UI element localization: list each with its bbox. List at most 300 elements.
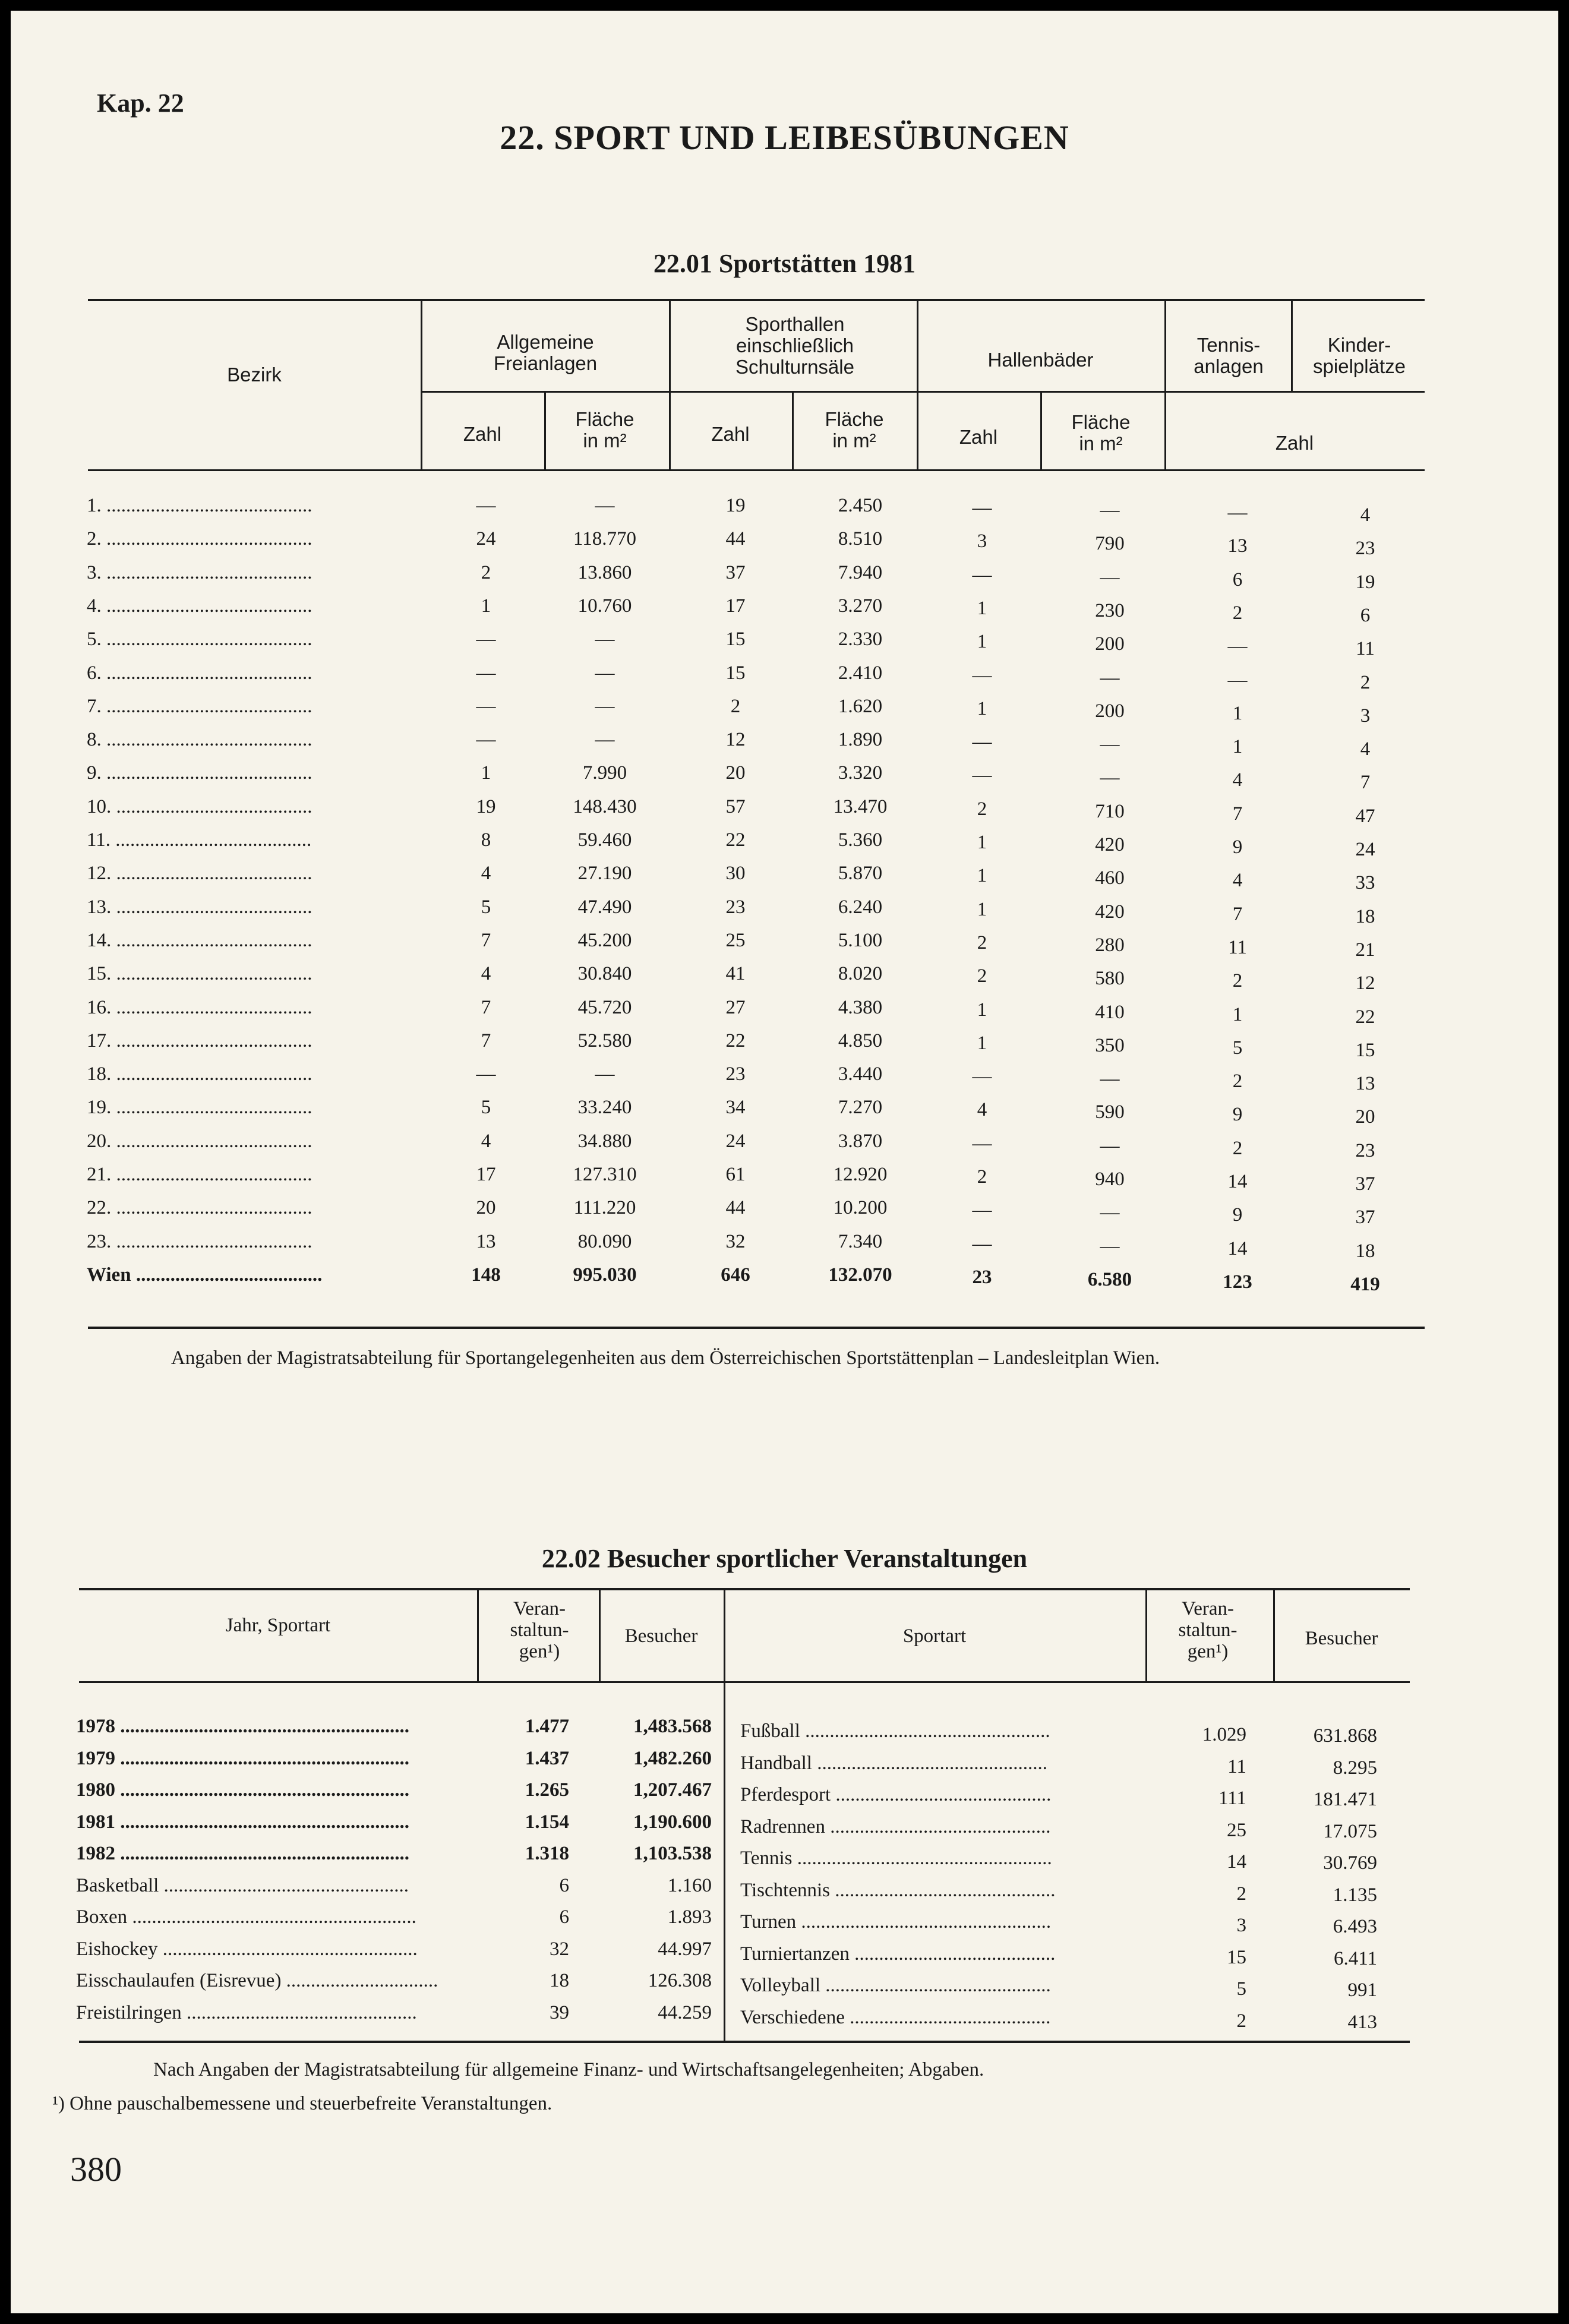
row-label: 9. ..........................................: [87, 762, 312, 784]
cell: 59.460: [577, 829, 632, 851]
cell: 45.720: [577, 996, 632, 1018]
veranstaltungen-cell: 5: [1236, 1978, 1246, 2000]
table-row: [11, 930, 1558, 963]
cell: 12: [725, 729, 746, 751]
row-label: 10. ........................................: [87, 795, 312, 817]
cell: 6.580: [1087, 1268, 1132, 1290]
table-row: [11, 1843, 1558, 1874]
cell: 2.450: [838, 495, 883, 516]
besucher-cell: 1,207.467: [633, 1779, 712, 1801]
cell: 15: [1355, 1039, 1375, 1061]
table-row: [11, 1264, 1558, 1297]
row-label: Wien ......................................: [87, 1264, 323, 1286]
cell: 4: [1232, 769, 1243, 791]
cell: 37: [1355, 1173, 1375, 1195]
cell: 5.870: [838, 863, 883, 885]
table-row: [11, 595, 1558, 629]
table2-title: 22.02 Besucher sportlicher Veranstaltungen: [541, 1544, 1028, 1573]
header-flaeche-3: Fläche in m²: [1071, 411, 1131, 454]
cell: 25: [725, 929, 746, 951]
table-row: [11, 1970, 1558, 2001]
besucher-cell: 6.411: [1333, 1947, 1377, 1969]
row-label: 19. ........................................: [87, 1097, 312, 1119]
row-label: 5. ..........................................: [87, 629, 312, 651]
cell: 4: [1360, 738, 1371, 760]
cell: 1: [1232, 736, 1243, 758]
row-label: Volleyball ..............................................: [740, 1975, 1051, 1996]
cell: —: [1227, 502, 1248, 523]
cell: 52.580: [577, 1030, 632, 1052]
cell: —: [1100, 566, 1120, 588]
besucher-cell: 1,190.600: [633, 1811, 712, 1833]
table-row: [11, 896, 1558, 930]
veranstaltungen-cell: 2: [1236, 2010, 1246, 2032]
cell: 1: [977, 865, 987, 887]
cell: 37: [1355, 1207, 1375, 1229]
cell: 44: [725, 1197, 746, 1219]
cell: 7: [481, 1030, 491, 1052]
cell: 22: [725, 829, 746, 851]
cell: 7.270: [838, 1097, 883, 1119]
table-row: [11, 495, 1558, 528]
cell: 10.200: [833, 1197, 888, 1219]
document-page: [11, 11, 1558, 2313]
veranstaltungen-cell: 39: [550, 2001, 569, 2023]
veranstaltungen-cell: 14: [1227, 1851, 1246, 1873]
cell: 590: [1095, 1101, 1125, 1123]
besucher-cell: 6.493: [1333, 1916, 1377, 1937]
cell: 9: [1232, 1104, 1243, 1126]
cell: 19: [725, 495, 746, 516]
cell: 4.850: [838, 1030, 883, 1052]
besucher-cell: 8.295: [1333, 1757, 1377, 1779]
cell: 18: [1355, 905, 1375, 927]
row-label: 13. ........................................: [87, 896, 312, 918]
table-row: [11, 1197, 1558, 1230]
cell: 2: [730, 695, 741, 717]
table-row: [11, 1097, 1558, 1130]
cell: 30.840: [577, 963, 632, 985]
veranstaltungen-cell: 1.265: [525, 1779, 569, 1801]
cell: 646: [721, 1264, 750, 1286]
cell: 34: [725, 1097, 746, 1119]
row-label: 1981 ...........................................................: [76, 1811, 409, 1833]
header-tennis: Tennis-anlagen: [1194, 334, 1264, 377]
cell: 47: [1355, 805, 1375, 827]
cell: 41: [725, 963, 746, 985]
table-row: [11, 863, 1558, 896]
table-row: [11, 696, 1558, 729]
cell: 1: [481, 595, 491, 617]
veranstaltungen-cell: 1.029: [1202, 1724, 1246, 1745]
cell: 13.470: [833, 795, 888, 817]
header-flaeche-1: Fläche in m²: [575, 408, 634, 451]
veranstaltungen-cell: 6: [559, 1906, 569, 1928]
cell: 18: [1355, 1240, 1375, 1262]
row-label: 12. ........................................: [87, 863, 312, 885]
veranstaltungen-cell: 1.154: [525, 1811, 569, 1833]
cell: 8.510: [838, 528, 883, 550]
cell: 24: [725, 1130, 746, 1152]
cell: 11: [1356, 638, 1375, 660]
cell: 420: [1095, 901, 1125, 923]
cell: 127.310: [573, 1164, 637, 1185]
table-row: [11, 1131, 1558, 1164]
cell: 2: [1232, 602, 1243, 624]
cell: 4: [481, 863, 491, 885]
veranstaltungen-cell: 18: [550, 1970, 569, 1991]
cell: 19: [476, 795, 496, 817]
cell: 790: [1095, 533, 1125, 555]
cell: 3.270: [838, 595, 883, 617]
cell: 20: [476, 1197, 496, 1219]
cell: 1: [977, 631, 987, 653]
row-label: 3. ..........................................: [87, 561, 312, 583]
row-label: 14. ........................................: [87, 929, 312, 951]
cell: —: [595, 729, 615, 751]
cell: 3.320: [838, 762, 883, 784]
besucher-cell: 44.997: [658, 1938, 712, 1960]
cell: 30: [725, 863, 746, 885]
cell: 350: [1095, 1034, 1125, 1056]
veranstaltungen-cell: 25: [1227, 1819, 1246, 1841]
cell: 80.090: [577, 1230, 632, 1252]
cell: 34.880: [577, 1130, 632, 1152]
table-row: [11, 528, 1558, 561]
besucher-cell: 17.075: [1323, 1820, 1377, 1842]
cell: —: [1100, 767, 1120, 789]
header-besucher-2: Besucher: [1305, 1628, 1378, 1649]
cell: 5: [1232, 1037, 1243, 1059]
cell: 8.020: [838, 963, 883, 985]
cell: 7.340: [838, 1230, 883, 1252]
cell: —: [595, 662, 615, 684]
row-label: 20. ........................................: [87, 1130, 312, 1152]
cell: 132.070: [828, 1264, 892, 1286]
veranstaltungen-cell: 1.477: [525, 1716, 569, 1737]
cell: 419: [1350, 1273, 1380, 1295]
table-row: [11, 963, 1558, 996]
cell: —: [476, 662, 496, 684]
cell: —: [1100, 1135, 1120, 1157]
cell: 2: [1232, 970, 1243, 992]
header-zahl-3: Zahl: [959, 426, 998, 448]
header-zahl-1: Zahl: [463, 423, 502, 445]
table-row: [11, 997, 1558, 1030]
cell: —: [476, 729, 496, 751]
cell: 24: [1355, 839, 1375, 860]
cell: 1: [977, 697, 987, 719]
cell: 23: [725, 1063, 746, 1085]
cell: —: [595, 629, 615, 651]
page-number: 380: [70, 2150, 122, 2189]
header-besucher-1: Besucher: [624, 1625, 698, 1647]
cell: 7.990: [582, 762, 627, 784]
cell: 5: [481, 896, 491, 918]
cell: —: [595, 1063, 615, 1085]
row-label: 1982 ...........................................................: [76, 1843, 409, 1864]
row-label: Radrennen .............................................: [740, 1815, 1051, 1837]
cell: —: [1100, 1202, 1120, 1224]
table-row: [11, 1716, 1558, 1747]
cell: 20: [1355, 1106, 1375, 1128]
cell: 200: [1095, 700, 1125, 722]
cell: —: [972, 731, 992, 753]
cell: 13: [476, 1230, 496, 1252]
cell: 37: [725, 561, 746, 583]
header-bezirk: Bezirk: [227, 364, 282, 386]
cell: —: [595, 495, 615, 516]
besucher-cell: 1,483.568: [633, 1716, 712, 1737]
row-label: Tischtennis .............................................: [740, 1879, 1056, 1901]
cell: —: [476, 629, 496, 651]
cell: 1: [977, 597, 987, 619]
cell: 9: [1232, 836, 1243, 858]
cell: 3: [977, 531, 987, 552]
cell: 4: [1232, 870, 1243, 892]
cell: 1.620: [838, 695, 883, 717]
row-label: 7. ..........................................: [87, 695, 312, 717]
cell: 2: [1232, 1071, 1243, 1092]
besucher-cell: 30.769: [1323, 1852, 1377, 1874]
cell: —: [476, 695, 496, 717]
cell: —: [476, 495, 496, 516]
cell: 5.360: [838, 829, 883, 851]
cell: 7.940: [838, 561, 883, 583]
cell: 47.490: [577, 896, 632, 918]
veranstaltungen-cell: 32: [550, 1938, 569, 1960]
table-row: [11, 562, 1558, 595]
cell: 5.100: [838, 929, 883, 951]
cell: 2: [481, 561, 491, 583]
cell: 1: [977, 832, 987, 853]
page-title: 22. SPORT UND LEIBESÜBUNGEN: [500, 118, 1069, 157]
table-row: [11, 1231, 1558, 1264]
cell: 230: [1095, 599, 1125, 621]
cell: 6: [1232, 569, 1243, 591]
cell: 11: [1228, 936, 1247, 958]
cell: 15: [725, 662, 746, 684]
cell: 148: [471, 1264, 501, 1286]
cell: 7: [1232, 903, 1243, 925]
row-label: Freistilringen ...............................................: [76, 2001, 417, 2023]
table2-source: Nach Angaben der Magistratsabteilung für allgemeine Finanz- und Wirtschaftsangelegenheiten; Abgaben.: [153, 2059, 984, 2080]
cell: 61: [725, 1164, 746, 1185]
header-zahl-4: Zahl: [1275, 432, 1314, 454]
cell: 10.760: [577, 595, 632, 617]
cell: 8: [481, 829, 491, 851]
row-label: Boxen ..........................................................: [76, 1906, 416, 1928]
cell: 19: [1355, 571, 1375, 593]
table-row: [11, 1063, 1558, 1097]
cell: 7: [1360, 772, 1371, 794]
row-label: 2. ..........................................: [87, 528, 312, 550]
cell: 2: [1232, 1137, 1243, 1159]
cell: —: [1100, 500, 1120, 521]
header-freianlagen: Allgemeine Freianlagen: [493, 331, 598, 374]
besucher-cell: 413: [1347, 2011, 1377, 2033]
header-veranstaltungen-1: Veran-staltun-gen¹): [510, 1598, 569, 1662]
cell: 12: [1355, 972, 1375, 994]
cell: 420: [1095, 834, 1125, 855]
table1-title: 22.01 Sportstätten 1981: [653, 249, 916, 278]
cell: 33.240: [577, 1097, 632, 1119]
row-label: 18. ........................................: [87, 1063, 312, 1085]
cell: 460: [1095, 867, 1125, 889]
row-label: 21. ........................................: [87, 1164, 312, 1185]
cell: 13.860: [577, 561, 632, 583]
cell: 27: [725, 996, 746, 1018]
veranstaltungen-cell: 2: [1236, 1883, 1246, 1905]
cell: 23: [1355, 1139, 1375, 1161]
row-label: Fußball ..................................................: [740, 1720, 1050, 1742]
header-sporthallen: Sporthallen einschließlich Schulturnsäle: [735, 313, 854, 378]
cell: 12.920: [833, 1164, 888, 1185]
cell: 23: [725, 896, 746, 918]
cell: 4: [481, 963, 491, 985]
table-row: [11, 1811, 1558, 1843]
cell: 580: [1095, 968, 1125, 990]
besucher-cell: 1.893: [667, 1906, 712, 1928]
row-label: Basketball ..................................................: [76, 1874, 409, 1896]
cell: 940: [1095, 1169, 1125, 1190]
cell: —: [972, 1199, 992, 1221]
row-label: 15. ........................................: [87, 963, 312, 985]
row-label: Turniertanzen .........................................: [740, 1943, 1056, 1965]
table-row: [11, 1779, 1558, 1811]
cell: 2.410: [838, 662, 883, 684]
cell: 1: [977, 1032, 987, 1054]
veranstaltungen-cell: 111: [1218, 1788, 1246, 1809]
cell: 2: [977, 798, 987, 820]
cell: 6.240: [838, 896, 883, 918]
cell: 7: [1232, 803, 1243, 825]
cell: 2.330: [838, 629, 883, 651]
cell: —: [476, 1063, 496, 1085]
cell: —: [972, 1066, 992, 1088]
cell: 118.770: [573, 528, 637, 550]
row-label: 23. ........................................: [87, 1230, 312, 1252]
cell: 3: [1360, 705, 1371, 727]
besucher-cell: 126.308: [648, 1970, 712, 1991]
table-row: [11, 1875, 1558, 1906]
cell: 20: [725, 762, 746, 784]
cell: 4: [1360, 504, 1371, 526]
cell: 1.890: [838, 729, 883, 751]
table-row: [11, 1030, 1558, 1063]
cell: 1: [977, 898, 987, 920]
cell: —: [1100, 667, 1120, 689]
cell: 4: [977, 1099, 987, 1121]
cell: —: [972, 1233, 992, 1255]
cell: 995.030: [573, 1264, 637, 1286]
cell: —: [595, 695, 615, 717]
besucher-cell: 1,482.260: [633, 1747, 712, 1769]
table-row: [11, 1748, 1558, 1779]
veranstaltungen-cell: 1.318: [525, 1843, 569, 1864]
cell: 44: [725, 528, 746, 550]
cell: —: [972, 497, 992, 519]
besucher-cell: 1,103.538: [633, 1843, 712, 1864]
cell: 1: [977, 999, 987, 1021]
cell: 13: [1355, 1073, 1375, 1095]
row-label: 1979 ...........................................................: [76, 1747, 409, 1769]
cell: 2: [977, 932, 987, 953]
cell: —: [972, 1132, 992, 1154]
cell: 23: [972, 1266, 992, 1288]
cell: —: [972, 564, 992, 586]
row-label: Pferdesport ............................................: [740, 1784, 1052, 1805]
cell: 17: [725, 595, 746, 617]
cell: 2: [977, 965, 987, 987]
cell: 280: [1095, 934, 1125, 956]
row-label: Tennis ....................................................: [740, 1848, 1052, 1869]
cell: —: [1227, 669, 1248, 691]
row-label: 17. ........................................: [87, 1030, 312, 1052]
header-veranstaltungen-2: Veran-staltun-gen¹): [1178, 1598, 1237, 1662]
veranstaltungen-cell: 15: [1227, 1946, 1246, 1968]
row-label: Verschiedene .........................................: [740, 2006, 1051, 2028]
header-jahr-sportart: Jahr, Sportart: [225, 1615, 331, 1636]
besucher-cell: 181.471: [1313, 1789, 1377, 1810]
table-row: [11, 796, 1558, 829]
row-label: 1978 ...........................................................: [76, 1716, 409, 1737]
besucher-cell: 1.160: [667, 1874, 712, 1896]
table-row: [11, 1906, 1558, 1938]
table-row: [11, 629, 1558, 662]
cell: 2: [977, 1166, 987, 1188]
cell: —: [1100, 1068, 1120, 1090]
cell: —: [1100, 734, 1120, 756]
table-row: [11, 2002, 1558, 2034]
row-label: 22. ........................................: [87, 1197, 312, 1219]
cell: 9: [1232, 1204, 1243, 1226]
row-label: 1. ..........................................: [87, 495, 312, 516]
table2-footnote: ¹) Ohne pauschalbemessene und steuerbefreite Veranstaltungen.: [52, 2093, 553, 2114]
cell: 1: [1232, 1003, 1243, 1025]
table-row: [11, 1938, 1558, 1970]
veranstaltungen-cell: 11: [1227, 1755, 1246, 1777]
cell: 24: [476, 528, 496, 550]
row-label: 8. ..........................................: [87, 729, 312, 751]
cell: 5: [481, 1097, 491, 1119]
row-label: Handball ...............................................: [740, 1752, 1047, 1774]
besucher-cell: 1.135: [1333, 1884, 1377, 1906]
cell: 22: [1355, 1006, 1375, 1028]
cell: 4.380: [838, 996, 883, 1018]
cell: 17: [476, 1164, 496, 1185]
header-flaeche-2: Fläche in m²: [825, 408, 884, 451]
header-zahl-2: Zahl: [711, 423, 750, 445]
cell: 15: [725, 629, 746, 651]
cell: 1: [481, 762, 491, 784]
cell: 111.220: [573, 1197, 636, 1219]
cell: —: [972, 765, 992, 787]
table-row: [11, 1164, 1558, 1197]
row-label: Turnen ...................................................: [740, 1911, 1052, 1933]
cell: 22: [725, 1030, 746, 1052]
cell: 57: [725, 795, 746, 817]
table-row: [11, 662, 1558, 696]
cell: —: [1100, 1235, 1120, 1257]
cell: 410: [1095, 1001, 1125, 1023]
cell: 123: [1223, 1271, 1252, 1293]
cell: 6: [1360, 604, 1371, 626]
cell: 3.870: [838, 1130, 883, 1152]
row-label: 11. ........................................: [87, 829, 312, 851]
cell: 148.430: [573, 795, 637, 817]
cell: 14: [1227, 1171, 1248, 1192]
